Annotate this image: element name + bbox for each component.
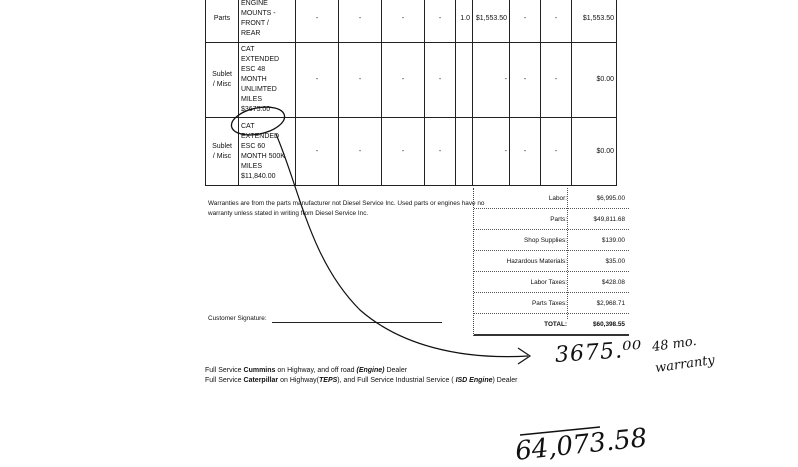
handwritten-note-line-1: 48 mo. bbox=[651, 333, 698, 356]
arrow-annotation bbox=[276, 134, 528, 357]
line-item-cell: - bbox=[339, 0, 382, 43]
line-item-cell: - bbox=[510, 43, 541, 118]
line-item-cell: - bbox=[425, 0, 456, 43]
line-item-cell: - bbox=[510, 118, 541, 186]
line-item-type: Sublet / Misc bbox=[206, 43, 239, 118]
totals-value: $139.00 bbox=[601, 237, 625, 244]
totals-value: $49,811.68 bbox=[593, 216, 625, 223]
totals-label: Labor Taxes: bbox=[530, 279, 567, 286]
line-item-price: $1,553.50 bbox=[473, 0, 510, 43]
circle-annotation bbox=[229, 103, 287, 140]
line-item-cell: - bbox=[339, 43, 382, 118]
footer-line-2: Full Service Caterpillar on Highway(TEPS), and Full Service Industrial Service ( ISD Engine) Dealer bbox=[205, 377, 518, 384]
line-item-type: Sublet / Misc bbox=[206, 118, 239, 186]
line-item-total: $1,553.50 bbox=[572, 0, 617, 43]
line-item-qty: 1.0 bbox=[456, 0, 473, 43]
line-item-cell: - bbox=[382, 118, 425, 186]
line-item-cell: - bbox=[296, 118, 339, 186]
line-item-total: $0.00 bbox=[572, 118, 617, 186]
totals-value: $35.00 bbox=[605, 258, 625, 265]
line-item-description: CAT EXTENDED ESC 60 MONTH 500K MILES $11,840.00 bbox=[239, 118, 296, 186]
line-item-cell: - bbox=[510, 0, 541, 43]
line-item-cell: - bbox=[382, 0, 425, 43]
line-item-cell: - bbox=[425, 43, 456, 118]
line-item-cell: - bbox=[382, 43, 425, 118]
footer-line-1: Full Service Cummins on Highway, and off road (Engine) Dealer bbox=[205, 367, 408, 374]
line-item-cell: - bbox=[541, 43, 572, 118]
totals-label: Parts Taxes: bbox=[531, 300, 567, 307]
totals-value: $2,968.71 bbox=[596, 300, 625, 307]
line-item-cell: - bbox=[296, 0, 339, 43]
totals-label: Shop Supplies: bbox=[524, 237, 567, 244]
warranty-note: Warranties are from the parts manufacturer not Diesel Service Inc. Used parts or engines have no warranty unless stated in writing from Diesel Service Inc. bbox=[208, 200, 485, 217]
line-item-type: Parts bbox=[206, 0, 239, 43]
totals-label: Labor: bbox=[548, 195, 567, 202]
handwritten-note-line-2: warranty bbox=[654, 352, 716, 377]
handwritten-grand-total: 64,073.58 bbox=[513, 423, 649, 467]
totals-value: $428.08 bbox=[601, 279, 625, 286]
line-item-description: ENGINE MOUNTS - FRONT / REAR bbox=[239, 0, 296, 43]
line-item-cell: - bbox=[541, 118, 572, 186]
line-item-cell: - bbox=[296, 43, 339, 118]
line-item-description: CAT EXTENDED ESC 48 MONTH UNLIMTED MILES $3675.00 bbox=[239, 43, 296, 118]
line-item-cell: - bbox=[339, 118, 382, 186]
signature-label: Customer Signature: bbox=[208, 315, 267, 322]
handwritten-amount: 3675.⁰⁰ bbox=[554, 336, 644, 369]
totals-value: $60,398.55 bbox=[593, 321, 625, 328]
line-item-total: $0.00 bbox=[572, 43, 617, 118]
totals-value: $6,995.00 bbox=[596, 195, 625, 202]
totals-label: Hazardous Materials: bbox=[506, 258, 567, 265]
totals-label: Parts: bbox=[550, 216, 567, 223]
line-item-price: - bbox=[473, 43, 510, 118]
line-item-cell: - bbox=[425, 118, 456, 186]
line-item-cell: - bbox=[541, 0, 572, 43]
totals-label: TOTAL: bbox=[544, 321, 567, 328]
line-item-price: - bbox=[473, 118, 510, 186]
